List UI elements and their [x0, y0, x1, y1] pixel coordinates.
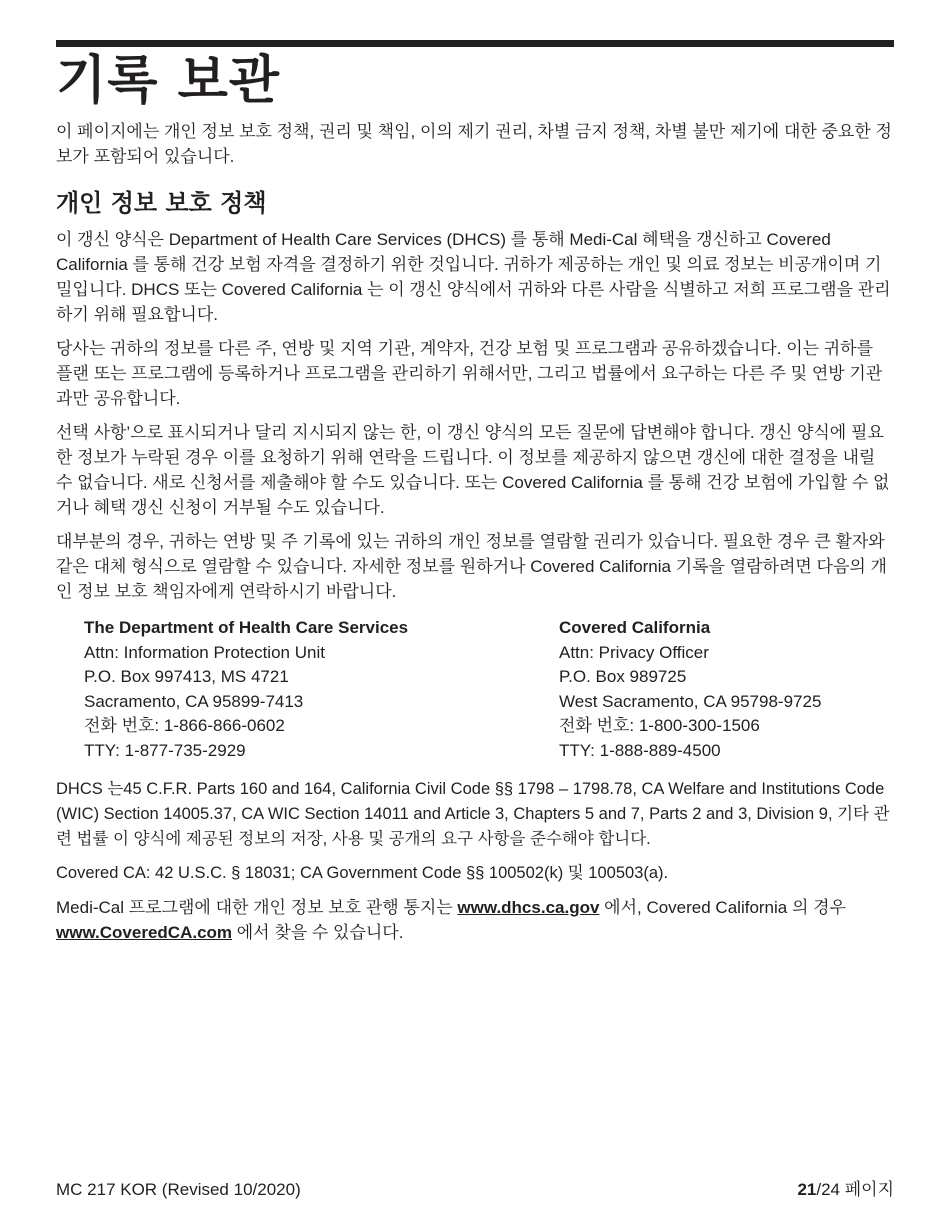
privacy-notice-paragraph [56, 895, 894, 945]
notice-text-1: Medi-Cal 프로그램에 대한 개인 정보 보호 관행 통지는 [56, 898, 458, 917]
document-page [56, 40, 894, 954]
covered-name: Covered California [559, 618, 711, 637]
page-footer [56, 1178, 894, 1202]
covered-city: West Sacramento, CA 95798-9725 [559, 691, 822, 711]
privacy-paragraph-2: 당사는 귀하의 정보를 다른 주, 연방 및 지역 기관, 계약자, 건강 보험 및 프로그램과 공유하겠습니다. 이는 귀하를 플랜 또는 프로그램에 등록하거나 프로그램을 관리하기 위해서만, 그리고 법률에서 요구하는 다른 주 및 연방 기관과만 공유합니다. [56, 339, 883, 408]
form-id: MC 217 KOR (Revised 10/2020) [56, 1180, 301, 1199]
notice-text-2: 에서, Covered California 의 경우 [599, 898, 846, 917]
contact-addresses [84, 616, 894, 763]
coveredca-website-link[interactable]: www.CoveredCA.com [56, 923, 233, 942]
covered-california-address [559, 616, 821, 763]
dhcs-tty: TTY: 1-877-735-2929 [84, 740, 246, 760]
covered-po-box: P.O. Box 989725 [559, 667, 687, 686]
covered-tty: TTY: 1-888-889-4500 [559, 740, 721, 760]
dhcs-address [84, 616, 559, 763]
dhcs-po-box: P.O. Box 997413, MS 4721 [84, 667, 289, 686]
covered-attn: Attn: Privacy Officer [559, 642, 709, 662]
top-rule [56, 40, 894, 47]
dhcs-phone: 전화 번호: 1-866-866-0602 [84, 716, 285, 735]
dhcs-legal-paragraph: DHCS 는45 C.F.R. Parts 160 and 164, California Civil Code §§ 1798 – 1798.78, CA Welfare and Institutions Code (WIC) Section 14005.37, CA WIC Section 14011 and Article 3, Chapters 5 and 7, Parts 2 and 3, Division 9, 기타 관련 법률 이 양식에 제공된 정보의 저장, 사용 및 공개의 요구 사항을 준수해야 합니다. [56, 780, 890, 848]
dhcs-website-link[interactable]: www.dhcs.ca.gov [457, 898, 600, 917]
covered-phone: 전화 번호: 1-800-300-1506 [559, 716, 760, 735]
intro-paragraph: 이 페이지에는 개인 정보 보호 정책, 권리 및 책임, 이의 제기 권리, 차별 금지 정책, 차별 불만 제기에 대한 중요한 정보가 포함되어 있습니다. [56, 122, 892, 166]
page-number [797, 1178, 894, 1202]
dhcs-city: Sacramento, CA 95899-7413 [84, 691, 304, 711]
privacy-paragraph-1: 이 갱신 양식은 Department of Health Care Services (DHCS) 를 통해 Medi-Cal 혜택을 갱신하고 Covered California 를 통해 건강 보험 자격을 결정하기 위한 것입니다. 귀하가 제공하는 개인 및 의료 정보는 비공개이며 기밀입니다. DHCS 또는 Covered California 는 이 갱신 양식에서 귀하와 다른 사람을 식별하고 저희 프로그램을 관리하기 위해 필요합니다. [56, 230, 891, 324]
page-current: 21 [797, 1180, 817, 1199]
privacy-paragraph-4: 대부분의 경우, 귀하는 연방 및 주 기록에 있는 귀하의 개인 정보를 열람할 권리가 있습니다. 필요한 경우 큰 활자와 같은 대체 형식으로 열람할 수 있습니다. 자세한 정보를 원하거나 Covered California 기록을 열람하려면 다음의 개인 정보 보호 책임자에게 연락하시기 바랍니다. [56, 532, 887, 601]
page-total: /24 페이지 [816, 1180, 894, 1199]
privacy-paragraph-3: 선택 사항’으로 표시되거나 달리 지시되지 않는 한, 이 갱신 양식의 모든 질문에 답변해야 합니다. 갱신 양식에 필요한 정보가 누락된 경우 이를 요청하기 위해 연락을 드립니다. 이 정보를 제공하지 않으면 갱신에 대한 결정을 내릴 수 없습니다. 새로 신청서를 제출해야 할 수도 있습니다. 또는 Covered California 를 통해 건강 보험에 가입할 수 없거나 혜택 갱신 신청이 거부될 수도 있습니다. [56, 423, 890, 517]
dhcs-attn: Attn: Information Protection Unit [84, 642, 325, 662]
privacy-heading: 개인 정보 보호 정책 [56, 189, 267, 217]
dhcs-name: The Department of Health Care Services [84, 618, 409, 637]
page-title: 기록 보관 [56, 51, 281, 111]
covered-legal-paragraph: Covered CA: 42 U.S.C. § 18031; CA Government Code §§ 100502(k) 및 100503(a). [56, 864, 669, 882]
notice-text-3: 에서 찾을 수 있습니다. [232, 923, 404, 942]
